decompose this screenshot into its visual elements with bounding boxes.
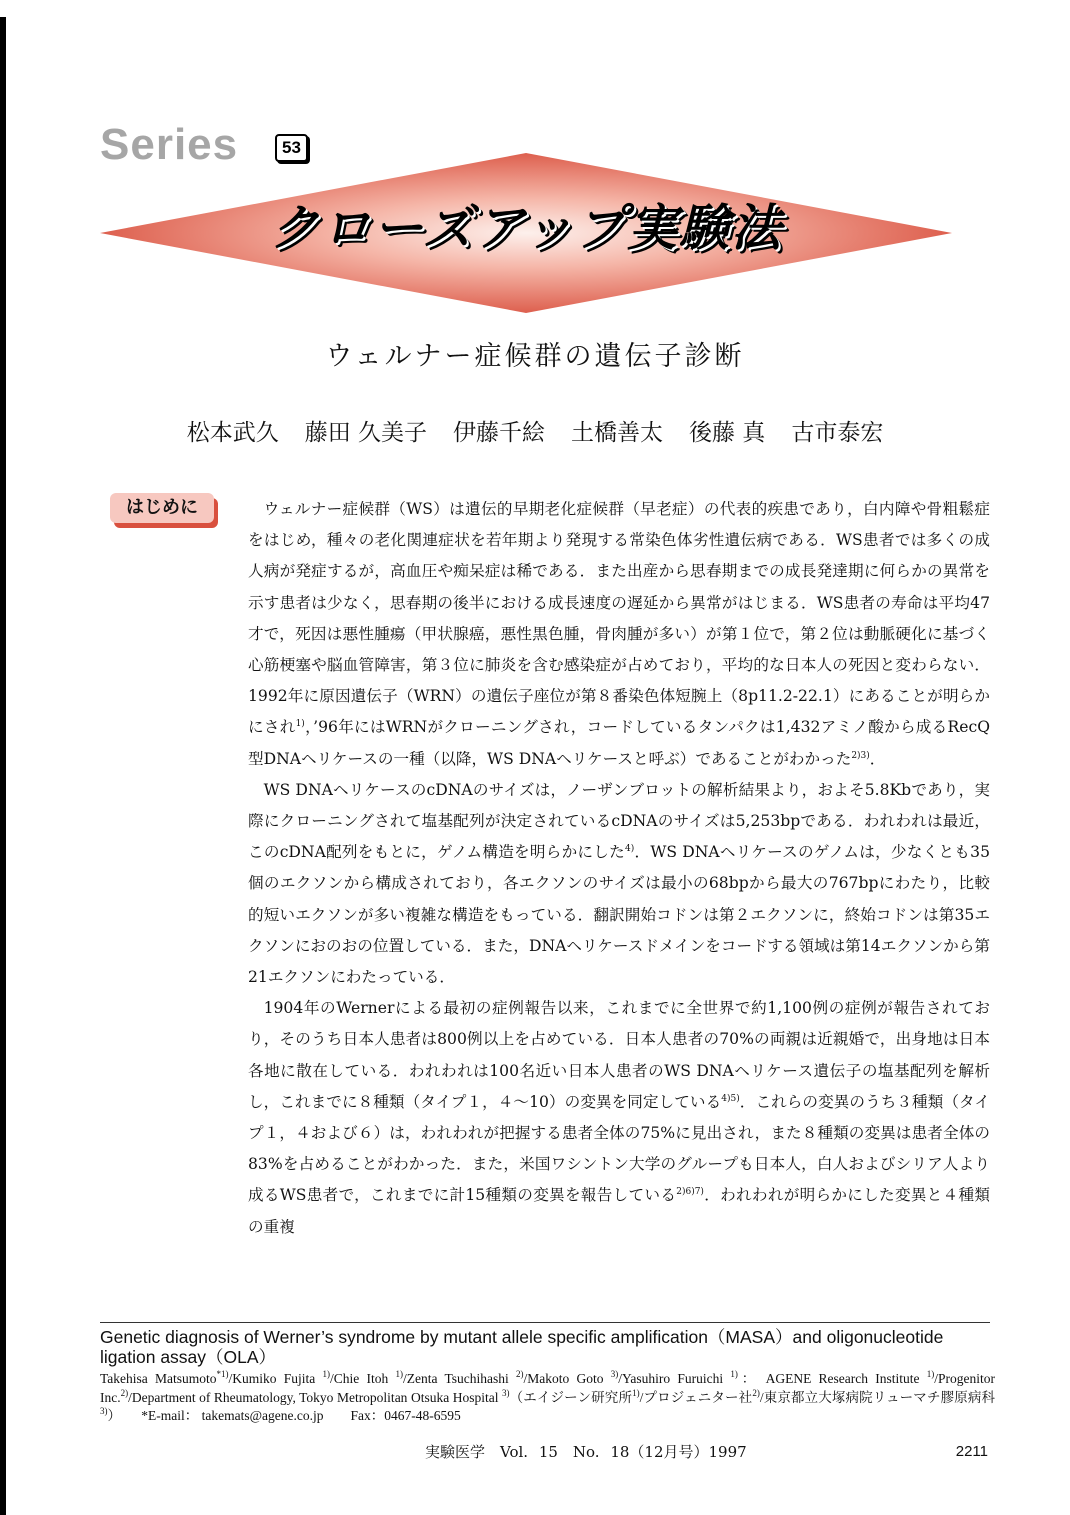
affil-mark: 3) xyxy=(610,1369,619,1379)
body-text: ．これらの変異のうち３種類（タイプ１，４および６）は，われわれが把握する患者全体の75%に見出され，また８種類の変異は患者全体の83%を占めることがわかった．また，米国ワシントン大学のグループも日本人，白人およびシリア人より成るWS患者で，これまでに計15種類の変異を報告している xyxy=(248,1092,990,1205)
body-paragraph xyxy=(248,775,990,993)
english-title: Genetic diagnosis of Werner’s syndrome by mutant allele specific amplification（MASA）and oligonucleotide ligation assay（OLA） xyxy=(100,1327,944,1367)
affil-text: /Chie Itoh xyxy=(330,1371,396,1386)
affil-mark: 3) xyxy=(501,1387,510,1398)
body-text: ，’96年にはWRNがクローニングされ，コードしているタンパクは1,432アミノ酸から成るRecQ型DNAヘリケースの一種（以降，WS DNAヘリケースと呼ぶ）であることがわかった xyxy=(248,718,990,768)
affil-mark: 2) xyxy=(120,1387,129,1398)
page-number: 2211 xyxy=(955,1443,988,1460)
author-name: 土橋善太 xyxy=(571,420,663,446)
footnote-divider xyxy=(100,1322,990,1323)
citation: 4) xyxy=(624,844,635,855)
affiliations xyxy=(100,1370,995,1426)
series-label: Series xyxy=(100,120,239,169)
affil-text: （エイジーン研究所 xyxy=(509,1389,633,1405)
affil-text: ： AGENE Research Institute xyxy=(737,1371,927,1386)
affil-text: /東京都立大塚病院リューマチ膠原病科 xyxy=(759,1389,995,1405)
affil-mark: * xyxy=(216,1369,222,1379)
author-name: 後藤 真 xyxy=(689,420,766,446)
author-list xyxy=(0,416,1070,450)
affil-text: /Makoto Goto xyxy=(523,1371,611,1386)
banner-title: クローズアップ実験法 xyxy=(269,199,783,257)
body-text: WS DNAヘリケースのcDNAのサイズは，ノーザンブロットの解析結果より，およそ5.8Kbであり，実際にクローニングされて塩基配列が決定されているcDNAのサイズは5,253bpである．われわれは最近，このcDNA配列をもとに，ゲノム構造を明らかにした xyxy=(248,780,990,862)
citation: 2)6)7) xyxy=(676,1187,704,1198)
fax-number: Fax：0467-48-6595 xyxy=(350,1408,461,1423)
affil-text: /プロジェニター社 xyxy=(639,1389,753,1405)
page-edge-bar xyxy=(0,17,6,1515)
article-body xyxy=(248,494,990,1243)
body-paragraph xyxy=(248,993,990,1243)
article-title: ウェルナー症候群の遺伝子診断 xyxy=(325,341,745,372)
citation: 2)3) xyxy=(851,750,870,761)
author-name: 藤田 久美子 xyxy=(304,420,427,446)
citation: 4)5) xyxy=(721,1093,740,1104)
affil-mark: 2) xyxy=(516,1369,524,1379)
series-number-badge: 53 xyxy=(275,134,308,162)
affil-mark: 1) xyxy=(221,1369,229,1379)
affil-mark: 2) xyxy=(752,1387,760,1398)
affil-mark: 1) xyxy=(730,1369,738,1379)
affil-text: /Yasuhiro Furuichi xyxy=(618,1371,731,1386)
author-name: 古市泰宏 xyxy=(791,420,884,446)
body-text: ．WS DNAヘリケースのゲノムは，少なくとも35個のエクソンから構成されており，各エクソンのサイズは最小の68bpから最大の767bpにわたり，比較的短いエクソンが多い複雑な構造をもっている．翻訳開始コドンは第２エクソンに，終始コドンは第35エクソンにおのおの位置している．また，DNAヘリケースドメインをコードする領域は第14エクソンから第21エクソンにわたっている． xyxy=(248,843,990,987)
affil-text: ） xyxy=(107,1408,115,1423)
author-name: 伊藤千絵 xyxy=(453,420,545,446)
body-paragraph xyxy=(248,494,990,775)
affil-text: /Zenta Tsuchihashi xyxy=(402,1371,516,1386)
body-text: ウェルナー症候群（WS）は遺伝的早期老化症候群（早老症）の代表的疾患であり，白内障や骨粗鬆症をはじめ，種々の老化関連症状を若年期より発現する常染色体劣性遺伝病である．WS患者では多くの成人病が発症するが，高血圧や痴呆症は稀である．また出産から思春期までの成長発達期に何らかの異常を示す患者は少なく，思春期の後半における成長速度の遅延から異常がはじまる．WS患者の寿命は平均47才で，死因は悪性腫瘍（甲状腺癌，悪性黒色腫，骨肉腫が多い）が第１位で，第２位は動脈硬化に基づく心筋梗塞や脳血管障害，第３位に肺炎を含む感染症が占めており，平均的な日本人の死因と変わらない．1992年に原因遺伝子（WRN）の遺伝子座位が第８番染色体短腕上（8p11.2-22.1）にあることが明らかにされ xyxy=(248,500,990,737)
affil-text: /Progenitor Inc. xyxy=(100,1371,995,1405)
affil-mark: 1) xyxy=(632,1387,640,1398)
section-heading-introduction: はじめに xyxy=(110,493,214,523)
citation: 1) xyxy=(295,719,305,730)
affil-mark: 1) xyxy=(322,1369,331,1379)
journal-footer: 実験医学 Vol. 15 No. 18（12月号）1997 xyxy=(425,1443,747,1461)
affil-mark: 1) xyxy=(926,1369,935,1379)
body-text: ．われわれが明らかにした変異と４種類の重複 xyxy=(248,1186,990,1236)
email-link[interactable]: *E-mail： takemats@agene.co.jp xyxy=(141,1408,324,1423)
body-text: ． xyxy=(869,749,886,768)
body-text: 1904年のWernerによる最初の症例報告以来，これまでに全世界で約1,100例の症例が報告されており，そのうち日本人患者は800例以上を占めている．日本人患者の70%の両親は近親婚で，出身地は日本各地に散在している．われわれは100名近い日本人患者のWS DNAヘリケース遺伝子の塩基配列を解析し，これまでに８種類（タイプ１，４～10）の変異を同定している xyxy=(248,999,990,1111)
author-name: 松本武久 xyxy=(186,420,279,446)
affil-text: /Kumiko Fujita xyxy=(228,1371,323,1386)
affil-text: /Department of Rheumatology, Tokyo Metropolitan Otsuka Hospital xyxy=(128,1389,502,1405)
affil-mark: 3) xyxy=(100,1406,108,1416)
affil-text: Takehisa Matsumoto xyxy=(100,1371,217,1386)
affil-mark: 1) xyxy=(395,1369,403,1379)
